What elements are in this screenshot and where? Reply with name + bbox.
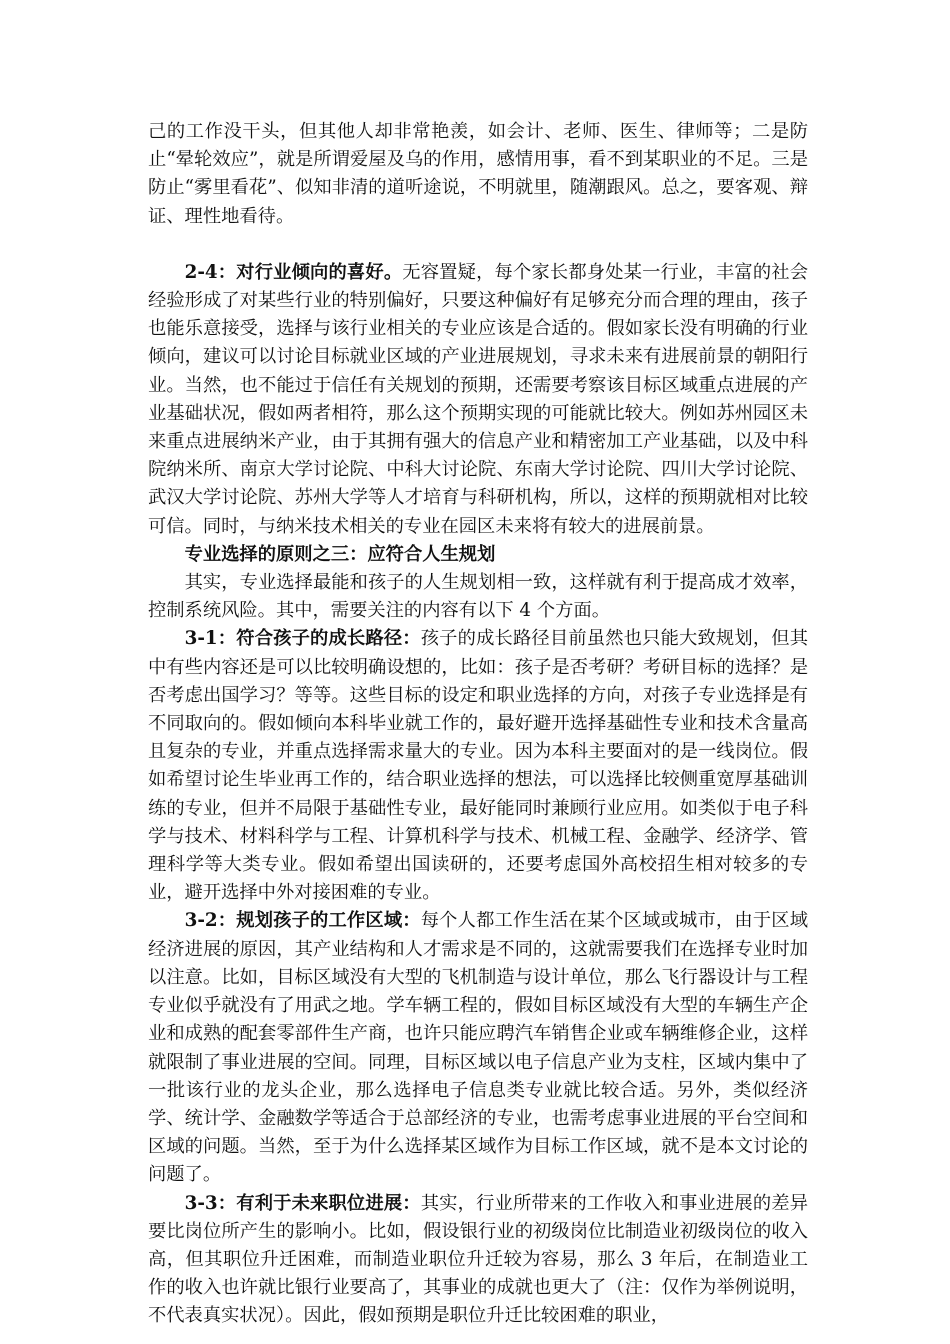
section-3-intro: 其实，专业选择最能和孩子的人生规划相一致，这样就有利于提高成才效率，控制系统风险。其中，需要关注的内容有以下 4 个方面。 — [148, 572, 808, 622]
paragraph-3-2 — [148, 907, 808, 1189]
paragraph-3-2-lead: 3-2：规划孩子的工作区域： — [184, 910, 421, 932]
paragraph-2-4-lead: 2-4：对行业倾向的喜好。 — [184, 261, 403, 283]
paragraph-3-3 — [148, 1190, 808, 1331]
paragraph-3-3-lead: 3-3：有利于未来职位进展： — [184, 1192, 421, 1214]
paragraph-2-4 — [148, 259, 808, 541]
document-body — [148, 118, 808, 1331]
paragraph-gap — [148, 231, 808, 259]
paragraph-3-3-body: 其实，行业所带来的工作收入和事业进展的差异要比岗位所产生的影响小。比如，假设银行业的初级岗位比制造业初级岗位的收入高，但其职位升迁困难，而制造业职位升迁较为容易，那么 3 年后，在制造业工作的收入也许就比银行业要高了，其事业的成就也更大了（注：仅作为举例说明，不代表真实状况）。因此，假如预期是职位升迁比较困难的职业， — [148, 1192, 808, 1327]
paragraph-3-1-body: 孩子的成长路径目前虽然也只能大致规划，但其中有些内容还是可以比较明确设想的，比如：孩子是否考研？考研目标的选择？是否考虑出国学习？等等。这些目标的设定和职业选择的方向，对孩子专业选择是有不同取向的。假如倾向本科毕业就工作的，最好避开选择基础性专业和技术含量高且复杂的专业，并重点选择需求量大的专业。因为本科主要面对的是一线岗位。假如希望讨论生毕业再工作的，结合职业选择的想法，可以选择比较侧重宽厚基础训练的专业，但并不局限于基础性专业，最好能同时兼顾行业应用。如类似于电子科学与技术、材料科学与工程、计算机科学与技术、机械工程、金融学、经济学、管理科学等大类专业。假如希望出国读研的，还要考虑国外高校招生相对较多的专业，避开选择中外对接困难的专业。 — [148, 628, 808, 904]
paragraph-3-2-body: 每个人都工作生活在某个区域或城市，由于区域经济进展的原因，其产业结构和人才需求是不同的，这就需要我们在选择专业时加以注意。比如，目标区域没有大型的飞机制造与设计单位，那么飞行器设计与工程专业似乎就没有了用武之地。学车辆工程的，假如目标区域没有大型的车辆生产企业和成熟的配套零部件生产商，也许只能应聘汽车销售企业或车辆维修企业，这样就限制了事业进展的空间。同理，目标区域以电子信息产业为支柱，区域内集中了一批该行业的龙头企业，那么选择电子信息类专业就比较合适。另外，类似经济学、统计学、金融数学等适合于总部经济的专业，也需考虑事业进展的平台空间和区域的问题。当然，至于为什么选择某区域作为目标工作区域，就不是本文讨论的问题了。 — [148, 910, 808, 1186]
section-3-heading: 专业选择的原则之三：应符合人生规划 — [184, 543, 496, 565]
paragraph-continued: 己的工作没干头，但其他人却非常艳羡，如会计、老师、医生、律师等；二是防止“晕轮效应”，就是所谓爱屋及乌的作用，感情用事，看不到某职业的不足。三是防止“雾里看花”、似知非清的道听途说，不明就里，随潮跟风。总之，要客观、辩证、理性地看待。 — [148, 121, 808, 227]
paragraph-2-4-body: 无容置疑，每个家长都身处某一行业，丰富的社会经验形成了对某些行业的特别偏好，只要这种偏好有足够充分而合理的理由，孩子也能乐意接受，选择与该行业相关的专业应该是合适的。假如家长没有明确的行业倾向，建议可以讨论目标就业区域的产业进展规划，寻求未来有进展前景的朝阳行业。当然，也不能过于信任有关规划的预期，还需要考察该目标区域重点进展的产业基础状况，假如两者相符，那么这个预期实现的可能就比较大。例如苏州园区未来重点进展纳米产业，由于其拥有强大的信息产业和精密加工产业基础，以及中科院纳米所、南京大学讨论院、中科大讨论院、东南大学讨论院、四川大学讨论院、武汉大学讨论院、苏州大学等人才培育与科研机构，所以，这样的预期就相对比较可信。同时，与纳米技术相关的专业在园区未来将有较大的进展前景。 — [148, 261, 808, 537]
paragraph-3-1-lead: 3-1：符合孩子的成长路径： — [184, 628, 421, 650]
paragraph-3-1 — [148, 625, 808, 907]
